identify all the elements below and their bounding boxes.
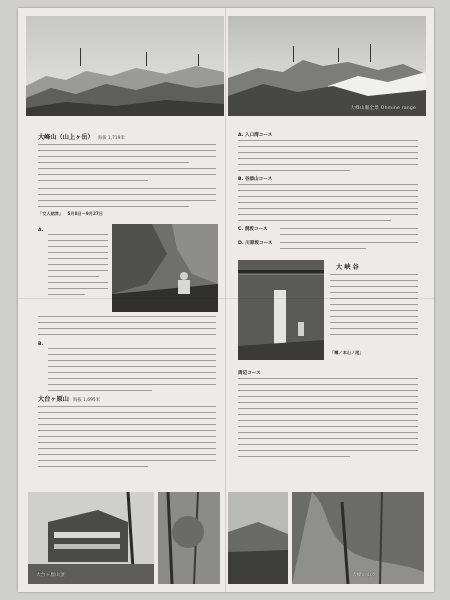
waterfall-bridge-illustration [238,260,324,360]
peak-marker [198,54,199,66]
section-meta: 海拔 1,719米 [97,136,125,141]
section-title-text: 大峰山（山上ヶ岳） [38,134,94,141]
route-4-label: D. 川原坂コース [238,241,273,246]
section-title-text: 大台ヶ原山 [38,396,69,403]
brochure-sheet [18,8,434,592]
body-text-block [38,188,216,212]
route-3-text [280,228,418,240]
panorama-caption: 大峰山脈全景 Ohmine range [350,106,416,111]
route-2-label: B. 谷添山コース [238,177,273,182]
peak-marker [146,52,147,66]
section-meta: 海拔 1,695米 [72,398,101,403]
bottom-photo-2 [158,492,220,584]
highlight-taru: 「樽ノ本山ノ尾」 [330,350,364,355]
panorama-photo-left [26,16,224,116]
valley-illustration [228,492,288,584]
route-5-label: 周辺コース [238,371,261,376]
section-title-odaigahara [38,394,100,403]
lodge-illustration [28,492,154,584]
season-dates: 5月8日〜9月27日 [67,211,103,216]
section-title-ohmine [38,132,125,141]
bottom-photo-3 [228,492,288,584]
forest-stream-illustration [292,492,424,584]
gorge-highlight [330,350,418,356]
photo-caption: 大峰の山々 [352,573,376,578]
mountain-range-illustration [26,16,224,116]
route-b-text [48,348,216,396]
route-4-text [280,242,418,254]
peak-marker [370,44,371,62]
body-text-block [38,406,216,472]
route-1-text [238,140,418,176]
section-title-gorge: 大 峡 谷 [336,264,359,271]
peak-marker [338,48,339,62]
mountain-range-illustration-right [228,16,426,116]
trees-illustration [158,492,220,584]
fold-line-vertical [225,8,226,592]
route-3-label: C. 洞坂コース [238,227,268,232]
bottom-photo-4 [292,492,424,584]
body-text-block [38,144,216,186]
peak-marker [293,46,294,62]
highlight-text [38,211,216,217]
peak-marker [80,48,81,66]
fold-line-horizontal [18,298,434,299]
panorama-photo-right [228,16,426,116]
highlight-women-boundary: 「女人結界」 [38,211,64,216]
route-5-text [238,378,418,462]
photo-caption: 大台ヶ原山頂 [36,573,65,578]
gorge-text [330,274,418,340]
route-2-text [238,184,418,226]
bottom-photo-1 [28,492,154,584]
route-b-label: B. [38,342,44,347]
route-1-label: A. 入口湾コース [238,133,273,138]
waterfall-photo [238,260,324,360]
route-a-label: A. [38,228,44,233]
body-text-block [38,316,216,340]
route-a-text [48,234,108,300]
